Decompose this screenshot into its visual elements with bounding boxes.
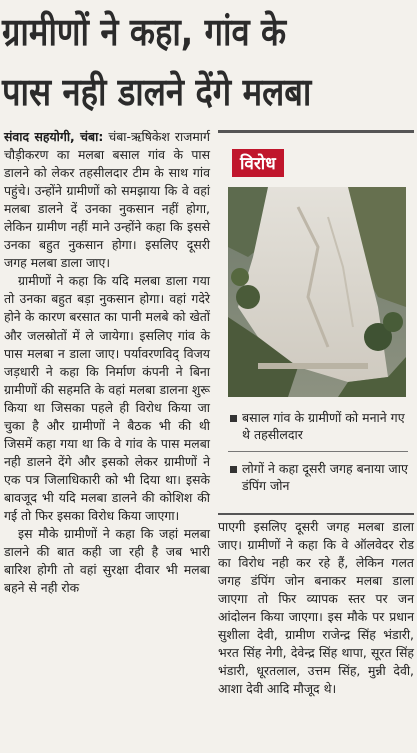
article-paragraph-3: इस मौके ग्रामीणों ने कहा कि जहां मलबा डालने की बात कही जा रही है जब भारी बारिश होगी तो वहां सुरक्षा दीवार भी मलबा बहने से नही रोक (4, 526, 210, 596)
article-column-left (4, 128, 210, 597)
headline-line-2: पास नही डालने देंगे मलबा (2, 70, 312, 114)
headline (2, 2, 356, 122)
article-paragraph-2: ग्रामीणों ने कहा कि यदि मलबा डाला गया तो उनका बहुत बड़ा नुकसान होगा। वहां गदेरे होने के कारण बरसात का पानी मलबे को खेतों और जलस्रोतों में ले जायेगा। इसलिए गांव के पास मलबा न डाला जाए। पर्यावरणविद् विजय जड़धारी ने कहा कि निर्माण कंपनी ने बिना ग्रामीणों की सहमति के वहां मलबा डालना शुरू किया था जिसका पहले ही विरोध किया जा चुका है और ग्रामीणों ने बैठक भी की थी जिसमें कहा गया था कि वे गांव के पास मलबा नही डालने देंगे और इसको लेकर ग्रामीणों ने एक पत्र जिलाधिकारी को भी दिया था। इसके बावजूद भी यदि मलबा डालने की कोशिश की गई तो फिर इसका विरोध किया जाएगा। (4, 273, 210, 523)
hillside-debris-photo (228, 187, 406, 397)
caption-divider (228, 451, 408, 452)
headline-line-1: ग्रामीणों ने कहा, गांव के (2, 10, 287, 54)
photo-box (218, 130, 414, 515)
news-photo (228, 187, 406, 397)
protest-tag: विरोध (232, 149, 284, 177)
article-column-right (218, 518, 414, 698)
paragraph-1-text: चंबा-ऋषिकेश राजमार्ग चौड़ीकरण का मलबा बसाल गांव के पास डालने को लेकर तहसीलदार टीम के साथ गांव पहुंचे। उन्होंने ग्रामीणों को समझाया कि वे वहां मलबा डालने दें उनका नुकसान नहीं होगा, लेकिन ग्रामीण नहीं माने उन्होंने कहा कि इससे उनका बहुत नुकसान होगा। इसलिए दूसरी जगह मलबा डाला जाए। (4, 129, 210, 271)
photo-caption-1: बसाल गांव के ग्रामीणों को मनाने गए थे तहसीलदार (228, 409, 408, 443)
byline: संवाद सहयोगी, चंबा: (4, 129, 104, 144)
photo-captions (228, 409, 408, 502)
article-paragraph-1 (4, 128, 210, 272)
article-paragraph-4: पाएगी इसलिए दूसरी जगह मलबा डाला जाए। ग्रामीणों ने कहा कि वे ऑलवेदर रोड का विरोध नही कर रहे हैं, लेकिन गलत जगह डंपिंग जोन बनाकर मलबा डाला जाएगा तो फिर व्यापक स्तर पर जन आंदोलन किया जाएगा। इस मौके पर प्रधान सुशीला देवी, ग्रामीण राजेन्द्र सिंह भंडारी, भरत सिंह नेगी, देवेन्द्र सिंह थापा, सूरत सिंह भंडारी, धूरतलाल, उत्तम सिंह, मुन्नी देवी, आशा देवी आदि मौजूद थे। (218, 519, 414, 697)
photo-caption-2: लोगों ने कहा दूसरी जगह बनाया जाए डंपिंग जोन (228, 460, 408, 494)
